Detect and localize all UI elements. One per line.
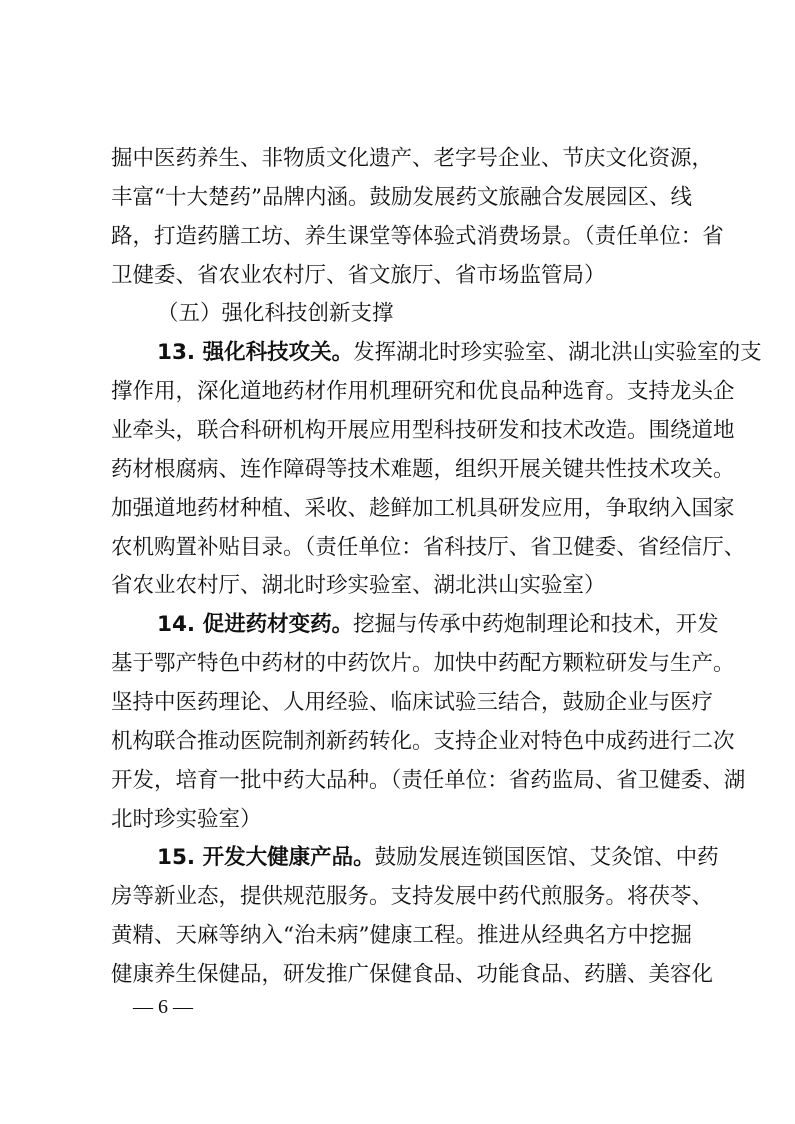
body-line: 黄精、天麻等纳入“治未病”健康工程。推进从经典名方中挖掘 — [111, 923, 692, 948]
body-line: 房等新业态，提供规范服务。支持发展中药代煎服务。将茯苓、 — [111, 884, 714, 909]
body-line: 机构联合推动医院制剂新药转化。支持企业对特色中成药进行二次 — [111, 729, 735, 754]
body-line: 撑作用，深化道地药材作用机理研究和优良品种选育。支持龙头企 — [111, 379, 735, 404]
item-14-first-text: 挖掘与传承中药炮制理论和技术，开发 — [353, 612, 719, 637]
item-15-title: 15. 开发大健康产品。 — [157, 845, 375, 870]
item-15-first-line — [157, 843, 719, 873]
section-heading: （五）强化科技创新支撑 — [157, 301, 394, 326]
page-number: — 6 — — [133, 996, 193, 1018]
body-line: 省农业农村厅、湖北时珍实验室、湖北洪山实验室） — [111, 573, 606, 598]
body-line: 开发，培育一批中药大品种。（责任单位：省药监局、省卫健委、湖 — [111, 768, 746, 793]
item-13-first-line — [157, 338, 762, 368]
item-14-first-line — [157, 610, 719, 640]
item-14-title: 14. 促进药材变药。 — [157, 612, 354, 637]
body-line: 健康养生保健品，研发推广保健食品、功能食品、药膳、美容化 — [111, 962, 714, 987]
item-13-title: 13. 强化科技攻关。 — [157, 340, 354, 365]
body-line: 卫健委、省农业农村厅、省文旅厅、省市场监管局） — [111, 263, 606, 288]
body-line: 北时珍实验室） — [111, 807, 262, 832]
item-15-first-text: 鼓励发展连锁国医馆、艾灸馆、中药 — [374, 845, 719, 870]
body-line: 农机购置补贴目录。（责任单位：省科技厅、省卫健委、省经信厅、 — [111, 535, 746, 560]
body-line: 业牵头，联合科研机构开展应用型科技研发和技术改造。围绕道地 — [111, 418, 735, 443]
body-line: 加强道地药材种植、采收、趁鲜加工机具研发应用，争取纳入国家 — [111, 496, 735, 521]
body-line: 路，打造药膳工坊、养生课堂等体验式消费场景。（责任单位：省 — [111, 224, 724, 249]
body-line: 丰富“十大楚药”品牌内涵。鼓励发展药文旅融合发展园区、线 — [111, 185, 692, 210]
body-line: 药材根腐病、连作障碍等技术难题，组织开展关键共性技术攻关。 — [111, 457, 735, 482]
body-line: 掘中医药养生、非物质文化遗产、老字号企业、节庆文化资源， — [111, 146, 714, 171]
body-line: 基于鄂产特色中药材的中药饮片。加快中药配方颗粒研发与生产。 — [111, 651, 735, 676]
body-line: 坚持中医药理论、人用经验、临床试验三结合，鼓励企业与医疗 — [111, 690, 714, 715]
item-13-first-text: 发挥湖北时珍实验室、湖北洪山实验室的支 — [353, 340, 762, 365]
